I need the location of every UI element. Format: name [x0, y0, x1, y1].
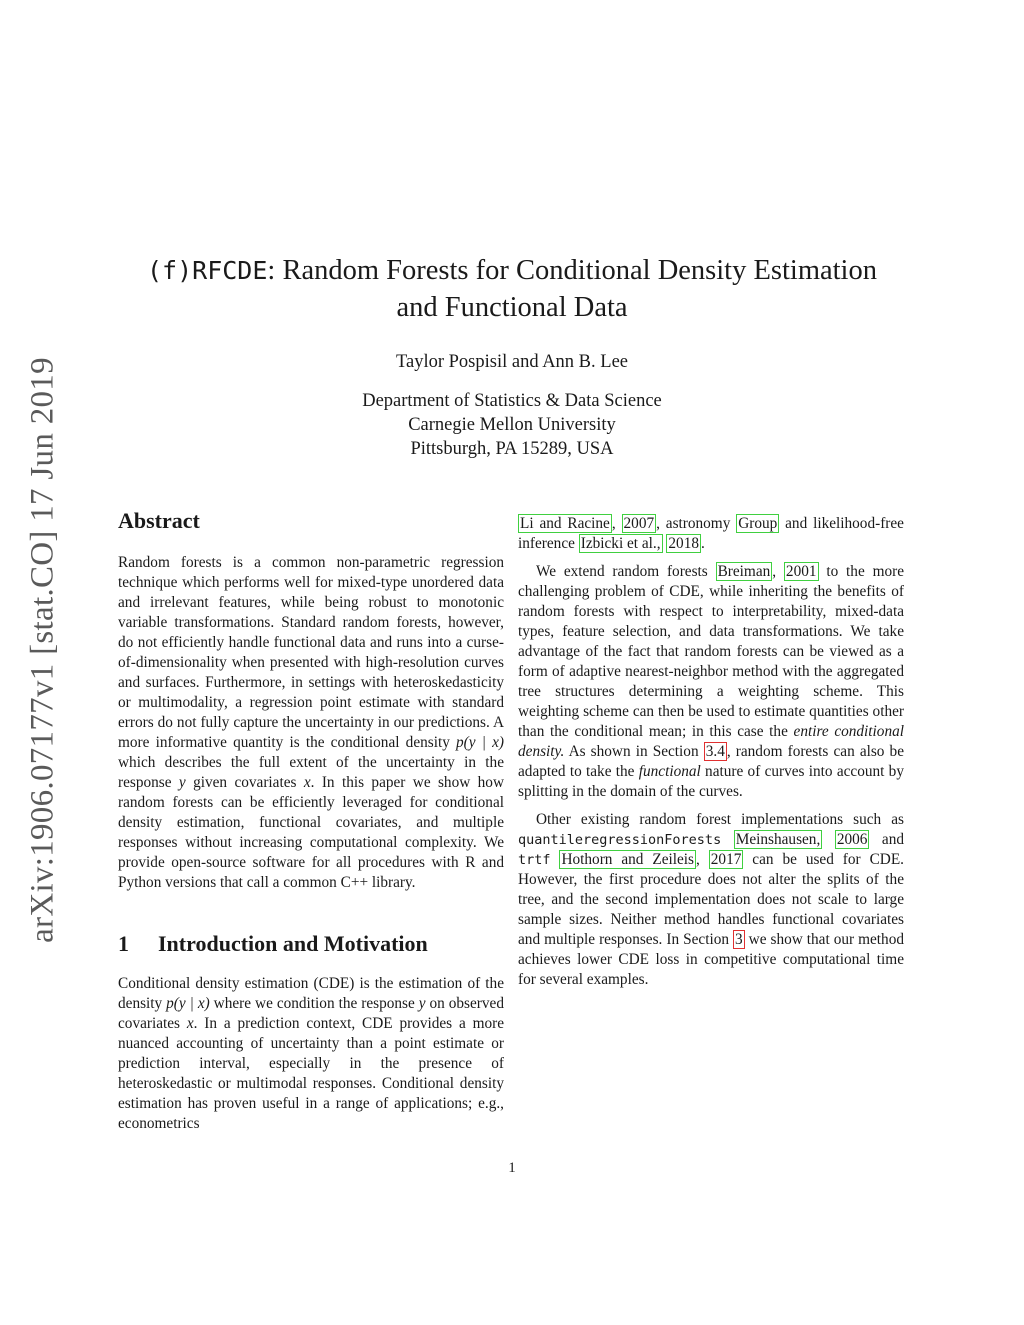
intro-text-c: on observed covariates: [118, 995, 504, 1032]
section-number: 1: [118, 931, 129, 956]
intro-text-d: . In a prediction context, CDE provides a more nuanced accounting of uncertainty than a point estimate or prediction interval, especially in the presence of heteroskedastic or multimodal responses. Conditional density estimation has proven useful in a range of applications; e.g., econometrics: [118, 1015, 505, 1132]
intro-paragraph-3: Other existing random forest implementations such as quantileregressionForests Meinshausen, 2006 and trtf Hothorn and Zeileis , 2017 can be used for CDE. However, the first procedure does not alter the splits of the tree, and the second implementation does not scale to large sample sizes. Neither method handles functional covariates and multiple responses. In Section 3 we show that our method achieves lower CDE loss in competitive computational time for several examples.: [518, 811, 905, 988]
intro-paragraph-1: [118, 974, 504, 1134]
citation-meinshausen[interactable]: Meinshausen,: [735, 831, 821, 848]
citation-breiman[interactable]: Breiman: [717, 563, 771, 580]
abstract-text-2: which describes the full extent of the uncertainty in the response: [118, 754, 504, 791]
arxiv-side-stamp: [8, 340, 78, 960]
intro-p3-text-c: can be used for CDE. However, the first procedure does not alter the splits of the tree, and the second implementation does not scale to large sample sizes. Neither method handles functional covariates and multiple responses. In Section: [518, 851, 904, 948]
intro-p2-text-c: As shown in Section: [564, 743, 704, 760]
title-text: : Random Forests for Conditional Density Estimation: [267, 255, 877, 286]
abstract-math-y: y: [178, 774, 186, 791]
intro-text-g: .: [701, 535, 705, 552]
citation-li-racine-year[interactable]: 2007: [623, 515, 655, 532]
citation-izbicki-year[interactable]: 2018: [668, 535, 699, 552]
citation-breiman-year[interactable]: 2001: [785, 563, 817, 580]
abstract-math-x: x: [303, 774, 311, 791]
affiliation: [120, 389, 904, 461]
right-column: [518, 514, 904, 990]
section-ref-3-4[interactable]: 3.4: [705, 743, 725, 760]
affiliation-line-3: Pittsburgh, PA 15289, USA: [410, 439, 614, 459]
abstract-text-4: . In this paper we show how random forests can be efficiently leveraged for conditional density estimation, functional covariates, and multiple responses without increasing computational complexity. We provide open-source software for all procedures with R and Python versions that call a common C++ library.: [118, 774, 504, 891]
intro-p2-emphasis: entire conditional density.: [518, 723, 905, 760]
intro-text-f: and likelihood-free inference: [518, 515, 904, 552]
intro-text-b: where we condition the response: [209, 995, 419, 1012]
intro-math-x: x: [186, 1015, 194, 1032]
citation-author: Li and Racine: [520, 515, 610, 532]
citation-li-racine[interactable]: [518, 514, 612, 533]
section-ref-3[interactable]: 3: [735, 931, 743, 948]
abstract-heading: Abstract: [118, 508, 200, 533]
intro-paragraph-2: We extend random forests Breiman , 2001 to the more challenging problem of CDE, while inheriting the benefits of random forests with respect to interpretability, mixed-data types, feature selection, and data transformations. We take advantage of the fact that random forests can be viewed as a form of adaptive nearest-neighbor method with the aggregated tree structures determining a weighting scheme. This weighting scheme can then be used to estimate quantities other than the conditional mean; in this case the entire conditional density. As shown in Section 3.4 , random forests can also be adapted to take the functional nature of curves into account by splitting in the domain of the curves.: [518, 563, 905, 800]
abstract-body: [118, 553, 504, 893]
intro-p2-text-b: to the more challenging problem of CDE, while inheriting the benefits of random forests with respect to interpretability, mixed-data types, feature selection, and data transformations. We take advantage of the fact that random forests can be viewed as a form of adaptive nearest-neighbor method with the aggregated tree structures determining a weighting scheme. This weighting scheme can then be used to estimate quantities other than the conditional mean; in this case the: [518, 563, 904, 740]
paper-title: [120, 252, 904, 326]
intro-p3-text-d: we show that our method achieves lower CDE loss in competitive computational time for several examples.: [518, 931, 904, 988]
section-1-heading: [118, 929, 504, 959]
arxiv-identifier: arXiv:1906.07177v1 [stat.CO] 17 Jun 2019: [24, 357, 61, 943]
section-title: Introduction and Motivation: [158, 931, 428, 956]
authors: Taylor Pospisil and Ann B. Lee: [396, 352, 628, 372]
abstract-text-1: Random forests is a common non-parametric regression technique which performs well for mixed-type unordered data and irrelevant features, while being robust to monotonic variable transformations. Standard random forests, however, do not efficiently handle functional data and runs into a curse-of-dimensionality when presented with high-resolution curves and surfaces. Furthermore, in settings with heteroskedasticity or multimodality, a regression point estimate with standard errors do not fully capture the uncertainty in our predictions. A more informative quantity is the conditional density: [118, 554, 504, 751]
intro-text-a: Conditional density estimation (CDE) is the estimation of the density: [118, 975, 504, 1012]
affiliation-line-1: Department of Statistics & Data Science: [362, 391, 662, 411]
affiliation-line-2: Carnegie Mellon University: [408, 415, 616, 435]
intro-text-e: , astronomy: [656, 515, 737, 532]
intro-p3-text-a: Other existing random forest implementations such as: [536, 811, 904, 828]
intro-p2-text-e: nature of curves into account by splitting in the domain of the curves.: [518, 763, 904, 800]
intro-p2-text-a: We extend random forests: [536, 563, 716, 580]
intro-p2-text-d: , random forests can also be adapted to take the: [518, 743, 904, 780]
left-column: [118, 506, 504, 1134]
title-line2: and Functional Data: [396, 292, 628, 323]
citation-hothorn-year[interactable]: 2017: [710, 851, 742, 868]
intro-p2-emphasis-2: functional: [638, 763, 701, 780]
title-code: (f)RFCDE: [147, 256, 268, 285]
citation-meinshausen-year[interactable]: 2006: [836, 831, 868, 848]
abstract-text-3: given covariates: [185, 774, 304, 791]
title-block: [120, 252, 904, 461]
page-number: 1: [508, 1160, 516, 1176]
citation-hothorn[interactable]: Hothorn and Zeileis: [561, 851, 695, 868]
citation-group[interactable]: Group: [738, 515, 778, 532]
abstract-math-density: p(y | x): [456, 734, 504, 751]
intro-math-density: p(y | x): [166, 995, 210, 1012]
package-name-quantregforests: quantileregressionForests: [518, 832, 722, 848]
intro-math-y: y: [418, 995, 426, 1012]
package-name-trtf: trtf: [518, 852, 551, 868]
citation-izbicki[interactable]: Izbicki et al.,: [580, 535, 661, 552]
intro-paragraph-1-cont: Li and Racine , 2007 , astronomy Group and likelihood-free inference Izbicki et al., 2018 .: [518, 515, 904, 552]
intro-p3-text-b: and: [869, 831, 905, 848]
